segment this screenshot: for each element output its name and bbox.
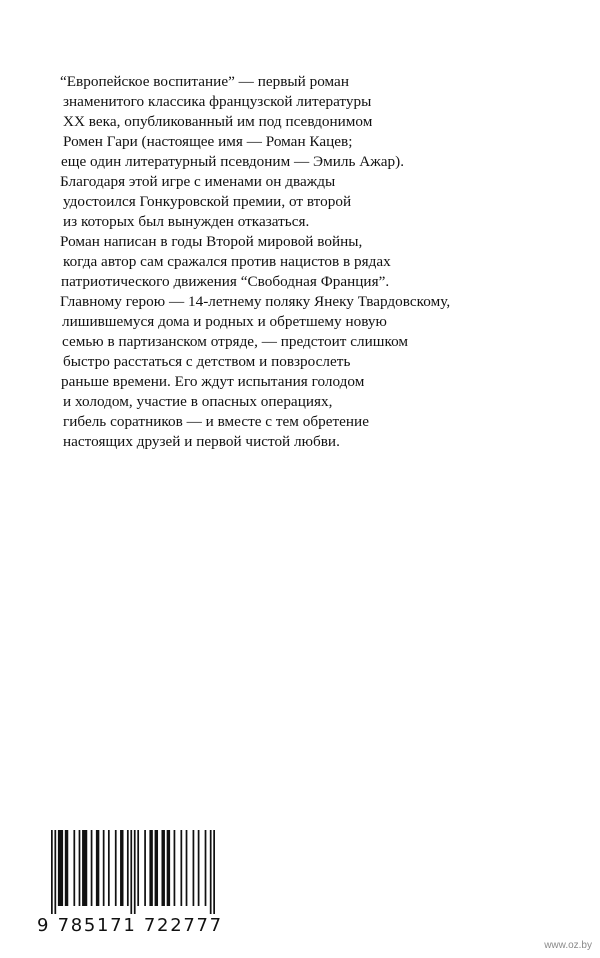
blurb-line: Ромен Гари (настоящее имя — Роман Кацев;	[63, 133, 353, 150]
site-watermark: www.oz.by	[544, 940, 592, 951]
isbn-barcode	[37, 830, 223, 940]
barcode-bar	[103, 830, 105, 906]
blurb-line: еще один литературный псевдоним — Эмиль Ажар).	[61, 153, 405, 170]
blurb-line: настоящих друзей и первой чистой любви.	[63, 433, 340, 450]
blurb-line: когда автор сам сражался против нацистов в рядах	[63, 253, 391, 270]
blurb-line: удостоился Гонкуровской премии, от второй	[63, 193, 352, 210]
barcode-bar	[149, 830, 152, 906]
barcode-bar	[65, 830, 68, 906]
barcode-bar	[79, 830, 81, 906]
barcode-bar	[51, 830, 53, 914]
barcode-bar	[174, 830, 176, 906]
barcode-bar	[130, 830, 132, 914]
barcode-bar	[120, 830, 123, 906]
blurb-line: гибель соратников — и вместе с тем обретение	[63, 413, 369, 430]
barcode-bar	[96, 830, 99, 906]
barcode-bar	[193, 830, 195, 906]
barcode-bar	[115, 830, 117, 906]
blurb-line: раньше времени. Его ждут испытания голодом	[61, 373, 365, 390]
blurb-line: из которых был вынужден отказаться.	[63, 213, 310, 230]
blurb-line: Роман написан в годы Второй мировой войны,	[60, 233, 363, 250]
barcode-bar	[198, 830, 200, 906]
barcode-bar	[73, 830, 75, 906]
barcode-bar	[167, 830, 170, 906]
blurb-line: XX века, опубликованный им под псевдонимом	[63, 113, 373, 130]
blurb-line: лишившемуся дома и родных и обретшему новую	[62, 313, 387, 330]
barcode-bar	[186, 830, 188, 906]
isbn-barcode-digits: 9 785171 722777	[37, 915, 223, 936]
barcode-bar	[213, 830, 215, 914]
barcode-bar	[137, 830, 139, 906]
barcode-bar	[210, 830, 212, 914]
blurb-line: Главному герою — 14-летнему поляку Янеку Твардовскому,	[60, 293, 451, 310]
blurb-line: быстро расстаться с детством и повзрослеть	[63, 353, 351, 370]
barcode-bars	[51, 830, 215, 914]
barcode-bar	[155, 830, 158, 906]
barcode-bar	[58, 830, 63, 906]
barcode-bar	[144, 830, 146, 906]
barcode-bar	[134, 830, 136, 914]
blurb-line: Благодаря этой игре с именами он дважды	[60, 173, 336, 190]
barcode-bar	[91, 830, 93, 906]
blurb-line: и холодом, участие в опасных операциях,	[63, 393, 333, 410]
barcode-bar	[54, 830, 56, 914]
blurb-line: патриотического движения “Свободная Франция”.	[61, 273, 390, 290]
barcode-bar	[161, 830, 164, 906]
blurb-line: “Европейское воспитание” — первый роман	[60, 73, 349, 90]
barcode-bar	[82, 830, 87, 906]
barcode-bar	[205, 830, 207, 906]
blurb-line: знаменитого классика французской литературы	[63, 93, 372, 110]
barcode-bar	[180, 830, 182, 906]
barcode-bar	[127, 830, 129, 906]
barcode-bar	[108, 830, 110, 906]
blurb-line: семью в партизанском отряде, — предстоит слишком	[62, 333, 409, 350]
